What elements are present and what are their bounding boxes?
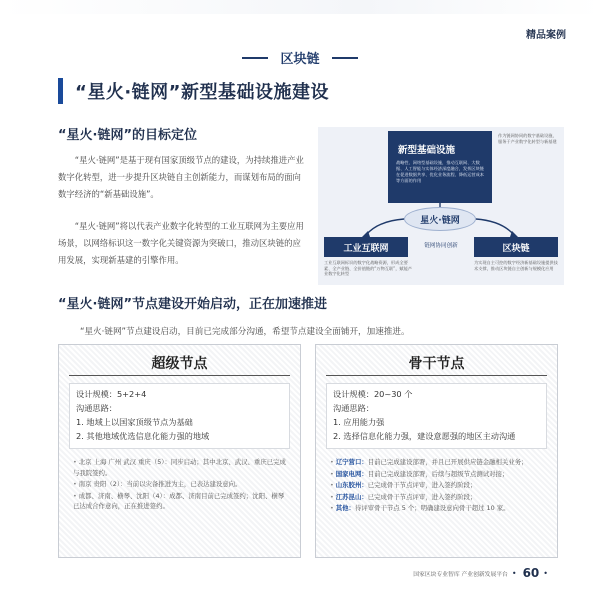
diagram-left-box: 工业互联网 (324, 237, 408, 257)
plan-line: 设计规模：20~30 个 (333, 389, 413, 399)
section-label: 精品案例 (526, 30, 566, 41)
plan-line: 1. 应用能力强 (333, 417, 385, 427)
bullet-text: 目前已完成建设部署，并且已开展供应链金融相关业务； (367, 458, 528, 466)
plan-line: 2. 其他地域优选信息化能力强的地域 (76, 431, 210, 441)
backbone-node-plan (326, 383, 547, 449)
section-tag-text: 区块链 (280, 52, 320, 67)
top-band (0, 0, 600, 14)
tag-line-right (332, 57, 358, 59)
bullet-highlight: 辽宁营口： (335, 458, 368, 466)
list-item (330, 503, 547, 514)
list-item (330, 480, 547, 491)
diagram-note: 作为链网协同的数字基础设施，服务于产业数字化转型与新基建 (498, 133, 557, 144)
backbone-node-panel (315, 344, 558, 558)
page-number: 60 (522, 566, 540, 580)
super-node-plan (69, 383, 290, 449)
bullet-highlight: 其他： (335, 504, 355, 512)
bullet-dot: • (330, 458, 334, 466)
bullet-dot: • (73, 458, 77, 466)
diagram-mid-label: 链网协同创新 (424, 243, 458, 249)
bullet-text: 目前已完成建设部署，后续与超级节点测试对接； (367, 469, 509, 478)
progress-intro: “星火·链网”节点建设启动，目前已完成部分沟通，希望节点建设全面铺开，加速推进。 (80, 327, 410, 337)
diagram-top-box (388, 131, 492, 203)
bullet-text: 已完成骨干节点评审，进入签约阶段； (367, 492, 477, 501)
goal-heading: “星火·链网”的目标定位 (58, 128, 198, 143)
bullet-dot: • (73, 491, 77, 500)
page-title: “星火·链网”新型基础设施建设 (75, 82, 329, 103)
backbone-node-bullets (330, 457, 547, 515)
list-item (73, 479, 290, 490)
backbone-node-title: 骨干节点 (408, 356, 465, 372)
list-item (73, 457, 290, 478)
diagram-top-title: 新型基础设施 (398, 145, 456, 156)
section-tag (0, 48, 600, 67)
plan-line: 沟通思路： (333, 403, 374, 413)
infrastructure-diagram (318, 127, 564, 285)
plan-line: 2. 选择信息化能力强，建设意愿强的地区主动沟通 (333, 431, 516, 441)
bullet-dot: • (330, 492, 334, 501)
list-item (73, 491, 290, 512)
goal-paragraph-1: “星火·链网”是基于现有国家顶级节点的建设，为持续推进产业数字化转型，进一步提升区块链自主创新能力，而谋划布局的面向数字经济的“新基础设施”。 (58, 155, 304, 199)
bullet-text: 已完成骨干节点评审，进入签约阶段； (367, 481, 477, 489)
bullet-text: 成都、济南、横琴、沈阳（4）：成都、济南目前已完成签约；沈阳、横琴已达成合作意向，正在推进签约。 (73, 491, 285, 510)
footer-dot-left: • (511, 568, 517, 578)
title-accent-bar (58, 78, 63, 104)
panel-divider (326, 375, 547, 376)
bullet-highlight: 江苏昆山： (335, 492, 368, 501)
connector-right (476, 219, 514, 235)
bullet-dot: • (73, 480, 77, 488)
footer-dot-right: • (543, 568, 548, 578)
connector-left (366, 219, 404, 235)
super-node-title: 超级节点 (151, 356, 208, 372)
list-item (330, 469, 547, 480)
bullet-text: 南京 贵阳（2）：当前以灾备推进为主，已表达建设意向。 (78, 480, 242, 488)
plan-line: 设计规模：5+2+4 (76, 389, 147, 399)
bullet-highlight: 山东胶州： (335, 481, 368, 489)
super-node-bullets (73, 457, 290, 513)
goal-paragraph-2: “星火·链网”将以代表产业数字化转型的工业互联网为主要应用场景，以网络标识这一数字化关键资源为突破口，推动区块链的应用发展，实现新基建的引擎作用。 (58, 221, 304, 265)
diagram-top-desc: 战略性、网络型基础设施，推动互联网、大数据、人工智能与实体经济深度融合，发挥区块链在促进数据共享、优化业务流程、降低运营成本等方面的作用 (396, 160, 484, 183)
list-item (330, 457, 547, 468)
bullet-text: 待评审骨干节点 5 个；明确建设意向骨干超过 10 家。 (354, 504, 510, 512)
panel-divider (69, 375, 290, 376)
footer-source: 国家区块专业智库 产业创新发展平台 (413, 571, 508, 578)
progress-heading: “星火·链网”节点建设开始启动，正在加速推进 (58, 297, 328, 312)
bullet-dot: • (330, 469, 334, 478)
page-footer (413, 566, 548, 580)
diagram-right-desc: 为实现自主可控的数字经济新基础设施提供技术支撑，推动区块链自主创新与规模化应用 (474, 260, 558, 271)
diagram-center-node: 星火·链网 (404, 207, 476, 231)
tag-line-left (242, 57, 268, 59)
bullet-text: 北京 上海 广州 武汉 重庆（5）：同步启动；其中北京、武汉、重庆已完成与我院签约。 (73, 458, 286, 477)
bullet-highlight: 国家电网： (335, 469, 368, 478)
page-title-block (58, 78, 329, 104)
bullet-dot: • (330, 504, 334, 512)
diagram-right-box: 区块链 (474, 237, 558, 257)
plan-line: 1. 地域上以国家顶级节点为基础 (76, 417, 193, 427)
list-item (330, 492, 547, 503)
super-node-panel (58, 344, 301, 558)
diagram-left-desc: 工业互联网标识的数字化战略资源，形成全要素、全产业链、全价值链的“万物互联”，赋能产业数字化转型 (324, 260, 413, 277)
bullet-dot: • (330, 481, 334, 489)
plan-line: 沟通思路： (76, 403, 117, 413)
